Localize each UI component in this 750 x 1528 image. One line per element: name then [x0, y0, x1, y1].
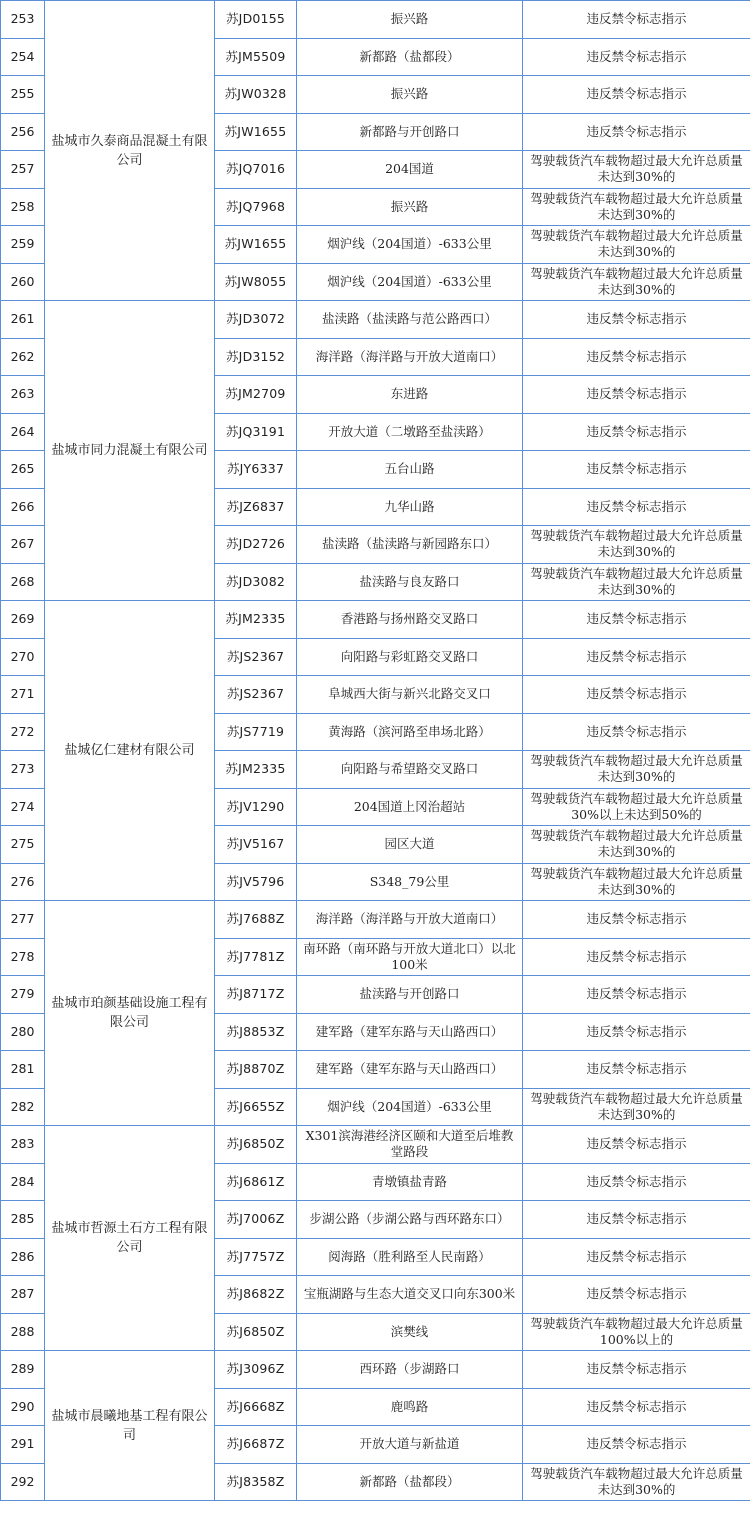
row-number: 282 [1, 1088, 45, 1126]
plate-number: 苏JD3152 [215, 338, 297, 376]
violation-location: 五台山路 [297, 451, 523, 489]
plate-number: 苏J6850Z [215, 1313, 297, 1351]
violation-location: 新都路（盐都段） [297, 1463, 523, 1501]
violation-type: 违反禁令标志指示 [523, 76, 750, 114]
row-number: 269 [1, 601, 45, 639]
violation-location: X301滨海港经济区颐和大道至后堆教堂路段 [297, 1126, 523, 1164]
violation-type: 违反禁令标志指示 [523, 1238, 750, 1276]
violation-type: 违反禁令标志指示 [523, 413, 750, 451]
violation-location: 青墩镇盐青路 [297, 1163, 523, 1201]
row-number: 284 [1, 1163, 45, 1201]
plate-number: 苏JM5509 [215, 38, 297, 76]
plate-number: 苏JD3072 [215, 301, 297, 339]
violation-type: 违反禁令标志指示 [523, 488, 750, 526]
plate-number: 苏J7757Z [215, 1238, 297, 1276]
row-number: 286 [1, 1238, 45, 1276]
violation-type: 违反禁令标志指示 [523, 376, 750, 414]
row-number: 287 [1, 1276, 45, 1314]
row-number: 258 [1, 188, 45, 226]
company-name: 盐城市久泰商品混凝土有限公司 [45, 1, 215, 301]
row-number: 279 [1, 976, 45, 1014]
row-number: 292 [1, 1463, 45, 1501]
plate-number: 苏JM2335 [215, 601, 297, 639]
violation-location: 向阳路与彩虹路交叉路口 [297, 638, 523, 676]
row-number: 283 [1, 1126, 45, 1164]
row-number: 291 [1, 1426, 45, 1464]
plate-number: 苏JS7719 [215, 713, 297, 751]
plate-number: 苏J3096Z [215, 1351, 297, 1389]
plate-number: 苏JV5167 [215, 826, 297, 864]
plate-number: 苏JZ6837 [215, 488, 297, 526]
violation-type: 违反禁令标志指示 [523, 976, 750, 1014]
company-name: 盐城市哲源土石方工程有限公司 [45, 1126, 215, 1351]
plate-number: 苏JQ3191 [215, 413, 297, 451]
violation-location: 鹿鸣路 [297, 1388, 523, 1426]
violation-location: 滨樊线 [297, 1313, 523, 1351]
row-number: 263 [1, 376, 45, 414]
table-row [1, 301, 750, 339]
plate-number: 苏JV5796 [215, 863, 297, 901]
row-number: 257 [1, 151, 45, 189]
violation-location: 烟沪线（204国道）-633公里 [297, 226, 523, 264]
row-number: 273 [1, 751, 45, 789]
table-row [1, 601, 750, 639]
violation-location: 盐渎路（盐渎路与新园路东口） [297, 526, 523, 564]
violation-location: 建军路（建军东路与天山路西口） [297, 1051, 523, 1089]
violation-location: 西环路（步湖路口 [297, 1351, 523, 1389]
company-name: 盐城市晨曦地基工程有限公司 [45, 1351, 215, 1501]
violation-location: 向阳路与希望路交叉路口 [297, 751, 523, 789]
violation-type: 违反禁令标志指示 [523, 938, 750, 976]
violation-type: 违反禁令标志指示 [523, 676, 750, 714]
violation-type: 违反禁令标志指示 [523, 38, 750, 76]
violation-type: 驾驶载货汽车载物超过最大允许总质量未达到30%的 [523, 826, 750, 864]
plate-number: 苏JM2335 [215, 751, 297, 789]
violation-location: 204国道上冈治超站 [297, 788, 523, 826]
violation-type: 驾驶载货汽车载物超过最大允许总质量未达到30%的 [523, 263, 750, 301]
violation-type: 违反禁令标志指示 [523, 1351, 750, 1389]
plate-number: 苏JD2726 [215, 526, 297, 564]
violation-type: 违反禁令标志指示 [523, 301, 750, 339]
row-number: 278 [1, 938, 45, 976]
violation-location: 振兴路 [297, 76, 523, 114]
violation-location: S348_79公里 [297, 863, 523, 901]
violation-type: 驾驶载货汽车载物超过最大允许总质量未达到30%的 [523, 563, 750, 601]
plate-number: 苏JQ7016 [215, 151, 297, 189]
violation-type: 驾驶载货汽车载物超过最大允许总质量30%以上未达到50%的 [523, 788, 750, 826]
plate-number: 苏J6850Z [215, 1126, 297, 1164]
violation-location: 黄海路（滨河路至串场北路） [297, 713, 523, 751]
row-number: 290 [1, 1388, 45, 1426]
row-number: 254 [1, 38, 45, 76]
plate-number: 苏J6655Z [215, 1088, 297, 1126]
violation-location: 振兴路 [297, 188, 523, 226]
plate-number: 苏JW8055 [215, 263, 297, 301]
plate-number: 苏JS2367 [215, 638, 297, 676]
row-number: 275 [1, 826, 45, 864]
violation-location: 南环路（南环路与开放大道北口）以北100米 [297, 938, 523, 976]
row-number: 277 [1, 901, 45, 939]
violation-location: 九华山路 [297, 488, 523, 526]
row-number: 272 [1, 713, 45, 751]
table-row [1, 1126, 750, 1164]
violation-location: 海洋路（海洋路与开放大道南口） [297, 901, 523, 939]
row-number: 255 [1, 76, 45, 114]
violation-location: 开放大道（二墩路至盐渎路） [297, 413, 523, 451]
row-number: 262 [1, 338, 45, 376]
row-number: 274 [1, 788, 45, 826]
company-name: 盐城亿仁建材有限公司 [45, 601, 215, 901]
violation-type: 违反禁令标志指示 [523, 1388, 750, 1426]
plate-number: 苏JW1655 [215, 113, 297, 151]
row-number: 264 [1, 413, 45, 451]
violation-type: 违反禁令标志指示 [523, 1013, 750, 1051]
violation-type: 违反禁令标志指示 [523, 338, 750, 376]
row-number: 259 [1, 226, 45, 264]
row-number: 288 [1, 1313, 45, 1351]
plate-number: 苏J8682Z [215, 1276, 297, 1314]
violation-type: 违反禁令标志指示 [523, 1426, 750, 1464]
violation-location: 阅海路（胜利路至人民南路） [297, 1238, 523, 1276]
violation-location: 建军路（建军东路与天山路西口） [297, 1013, 523, 1051]
row-number: 266 [1, 488, 45, 526]
violation-location: 新都路与开创路口 [297, 113, 523, 151]
row-number: 253 [1, 1, 45, 39]
plate-number: 苏JV1290 [215, 788, 297, 826]
plate-number: 苏J8853Z [215, 1013, 297, 1051]
violation-location: 204国道 [297, 151, 523, 189]
violation-type: 驾驶载货汽车载物超过最大允许总质量未达到30%的 [523, 188, 750, 226]
violation-type: 违反禁令标志指示 [523, 601, 750, 639]
plate-number: 苏J7781Z [215, 938, 297, 976]
violation-location: 东进路 [297, 376, 523, 414]
row-number: 256 [1, 113, 45, 151]
violation-type: 违反禁令标志指示 [523, 1, 750, 39]
row-number: 276 [1, 863, 45, 901]
violation-location: 香港路与扬州路交叉路口 [297, 601, 523, 639]
violation-location: 盐渎路与开创路口 [297, 976, 523, 1014]
plate-number: 苏J8870Z [215, 1051, 297, 1089]
plate-number: 苏JD3082 [215, 563, 297, 601]
company-name: 盐城市珀颜基础设施工程有限公司 [45, 901, 215, 1126]
row-number: 260 [1, 263, 45, 301]
plate-number: 苏J6687Z [215, 1426, 297, 1464]
violation-location: 园区大道 [297, 826, 523, 864]
violation-type: 违反禁令标志指示 [523, 713, 750, 751]
table-row [1, 901, 750, 939]
violation-location: 阜城西大街与新兴北路交叉口 [297, 676, 523, 714]
plate-number: 苏JS2367 [215, 676, 297, 714]
plate-number: 苏J6861Z [215, 1163, 297, 1201]
violation-location: 海洋路（海洋路与开放大道南口） [297, 338, 523, 376]
violation-location: 盐渎路（盐渎路与范公路西口） [297, 301, 523, 339]
violation-type: 违反禁令标志指示 [523, 113, 750, 151]
violation-type: 驾驶载货汽车载物超过最大允许总质量未达到30%的 [523, 226, 750, 264]
row-number: 285 [1, 1201, 45, 1239]
row-number: 270 [1, 638, 45, 676]
table-row [1, 1, 750, 39]
plate-number: 苏J8717Z [215, 976, 297, 1014]
company-name: 盐城市同力混凝土有限公司 [45, 301, 215, 601]
violation-type: 驾驶载货汽车载物超过最大允许总质量100%以上的 [523, 1313, 750, 1351]
violation-location: 振兴路 [297, 1, 523, 39]
violation-location: 新都路（盐都段） [297, 38, 523, 76]
row-number: 281 [1, 1051, 45, 1089]
plate-number: 苏JW1655 [215, 226, 297, 264]
plate-number: 苏J7006Z [215, 1201, 297, 1239]
violation-type: 驾驶载货汽车载物超过最大允许总质量未达到30%的 [523, 751, 750, 789]
row-number: 289 [1, 1351, 45, 1389]
violation-type: 违反禁令标志指示 [523, 1276, 750, 1314]
row-number: 267 [1, 526, 45, 564]
violation-type: 违反禁令标志指示 [523, 638, 750, 676]
table-row [1, 1351, 750, 1389]
row-number: 261 [1, 301, 45, 339]
violations-table-body [1, 1, 750, 1501]
violation-type: 违反禁令标志指示 [523, 1201, 750, 1239]
violation-type: 违反禁令标志指示 [523, 451, 750, 489]
violation-location: 盐渎路与良友路口 [297, 563, 523, 601]
violation-location: 开放大道与新盐道 [297, 1426, 523, 1464]
row-number: 268 [1, 563, 45, 601]
violation-type: 驾驶载货汽车载物超过最大允许总质量未达到30%的 [523, 151, 750, 189]
violation-type: 驾驶载货汽车载物超过最大允许总质量未达到30%的 [523, 1088, 750, 1126]
plate-number: 苏JW0328 [215, 76, 297, 114]
violation-location: 烟沪线（204国道）-633公里 [297, 263, 523, 301]
violation-location: 烟沪线（204国道）-633公里 [297, 1088, 523, 1126]
violation-type: 驾驶载货汽车载物超过最大允许总质量未达到30%的 [523, 863, 750, 901]
violation-type: 驾驶载货汽车载物超过最大允许总质量未达到30%的 [523, 526, 750, 564]
plate-number: 苏J7688Z [215, 901, 297, 939]
violation-type: 违反禁令标志指示 [523, 1126, 750, 1164]
violation-type: 违反禁令标志指示 [523, 1163, 750, 1201]
violation-type: 违反禁令标志指示 [523, 901, 750, 939]
plate-number: 苏JM2709 [215, 376, 297, 414]
plate-number: 苏JQ7968 [215, 188, 297, 226]
plate-number: 苏JD0155 [215, 1, 297, 39]
plate-number: 苏JY6337 [215, 451, 297, 489]
row-number: 265 [1, 451, 45, 489]
plate-number: 苏J8358Z [215, 1463, 297, 1501]
violation-location: 宝瓶湖路与生态大道交叉口向东300米 [297, 1276, 523, 1314]
violation-type: 违反禁令标志指示 [523, 1051, 750, 1089]
row-number: 271 [1, 676, 45, 714]
row-number: 280 [1, 1013, 45, 1051]
plate-number: 苏J6668Z [215, 1388, 297, 1426]
violation-location: 步湖公路（步湖公路与西环路东口） [297, 1201, 523, 1239]
violation-type: 驾驶载货汽车载物超过最大允许总质量未达到30%的 [523, 1463, 750, 1501]
